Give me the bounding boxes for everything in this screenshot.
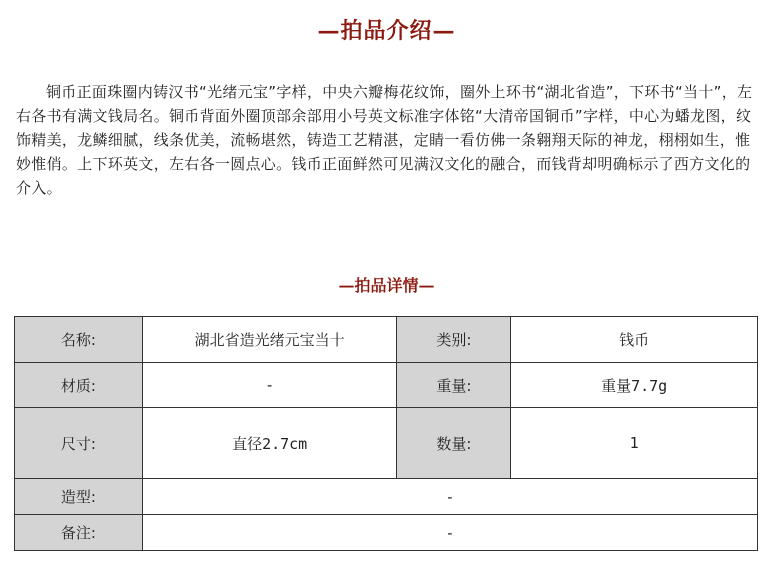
quantity-value: 1: [511, 408, 758, 479]
material-value: -: [142, 363, 397, 408]
category-label: 类别:: [397, 317, 511, 363]
weight-value: 重量7.7g: [511, 363, 758, 408]
table-row: [15, 408, 758, 479]
intro-title: —拍品介绍—: [317, 18, 456, 44]
table-row: [15, 317, 758, 363]
weight-label: 重量:: [397, 363, 511, 408]
material-label: 材质:: [15, 363, 143, 408]
shape-value: -: [142, 479, 757, 515]
shape-label: 造型:: [15, 479, 143, 515]
remark-value: -: [142, 515, 757, 551]
table-row: [15, 363, 758, 408]
category-value: 钱币: [511, 317, 758, 363]
name-label: 名称:: [15, 317, 143, 363]
remark-label: 备注:: [15, 515, 143, 551]
table-row: [15, 479, 758, 515]
intro-text: 铜币正面珠圈内铸汉书“光绪元宝”字样，中央六瓣梅花纹饰，圈外上环书“湖北省造”，下环书“当十”，左右各书有满文钱局名。铜币背面外圈顶部余部用小号英文标准字体铭“大清帝国铜币”字样，中心为蟠龙图，纹饰精美，龙鳞细腻，线条优美，流畅堪然，铸造工艺精湛，定睛一看仿佛一条翱翔天际的神龙，栩栩如生，惟妙惟俏。上下环英文，左右各一圆点心。钱币正面鲜然可见满汉文化的融合，而钱背却明确标示了西方文化的介入。: [16, 83, 753, 197]
details-table: [14, 316, 758, 551]
details-title: —拍品详情—: [338, 276, 435, 295]
name-value: 湖北省造光绪元宝当十: [142, 317, 397, 363]
size-label: 尺寸:: [15, 408, 143, 479]
size-value: 直径2.7cm: [142, 408, 397, 479]
table-row: [15, 515, 758, 551]
quantity-label: 数量:: [397, 408, 511, 479]
